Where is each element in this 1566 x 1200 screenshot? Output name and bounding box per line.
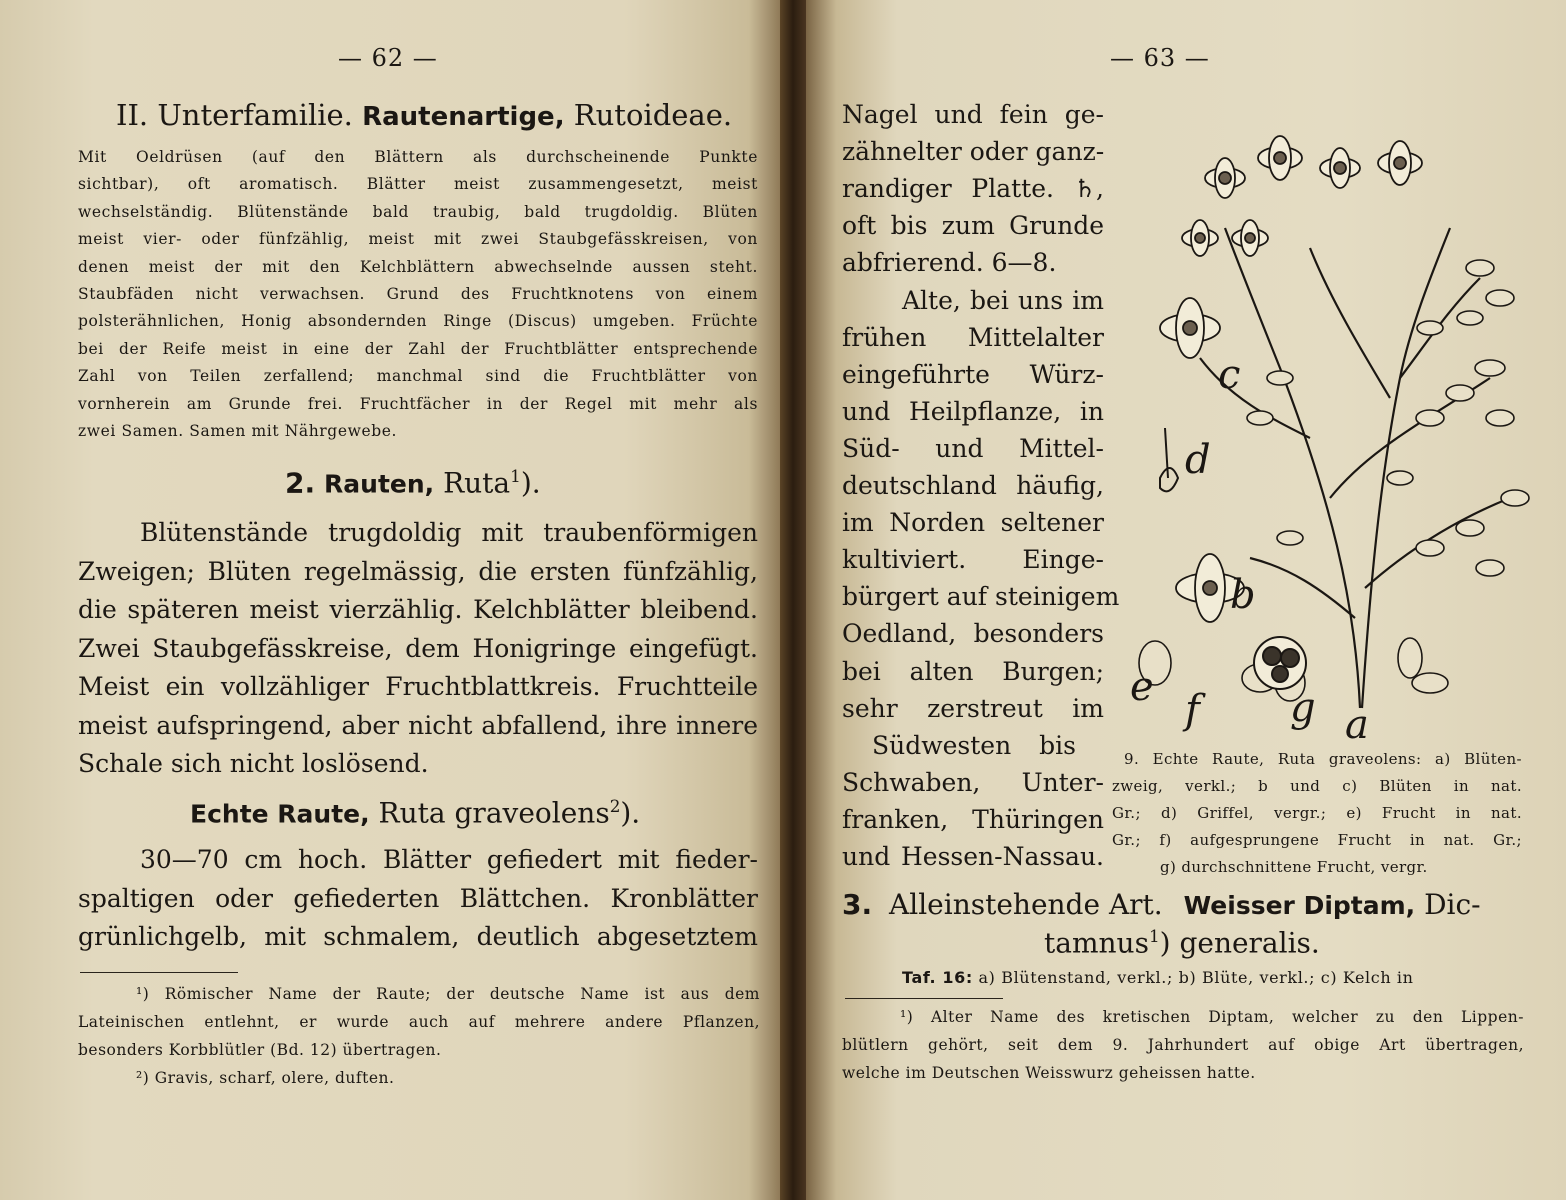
figure-label-b: b	[1230, 572, 1256, 618]
intro-line: meist vier- oder fünfzählig, meist mit zwei Staubgefässkreisen, von	[78, 230, 758, 249]
caption-line: Gr.; f) aufgesprungene Frucht in nat. Gr.;	[1112, 831, 1522, 849]
genus-line: Zwei Staubgefässkreise, dem Honigringe eingefügt.	[78, 633, 758, 663]
text-line: eingeführte Würz-	[842, 359, 1104, 389]
footnote-line: Lateinischen entlehnt, er wurde auch auf mehrere andere Pflanzen,	[78, 1013, 760, 1031]
page-number-63: — 63 —	[1110, 44, 1210, 72]
intro-line: Staubfäden nicht verwachsen. Grund des Fruchtknotens von einem	[78, 285, 758, 303]
species-line: 30—70 cm hoch. Blätter gefiedert mit fieder-	[140, 845, 758, 874]
genus-line: die späteren meist vierzählig. Kelchblätter bleibend.	[78, 595, 758, 624]
text-line: bürgert auf steinigem	[842, 582, 1120, 612]
footnote-rule-right	[845, 998, 1003, 999]
intro-line: zwei Samen. Samen mit Nährgewebe.	[78, 422, 398, 440]
footnote-line: ¹) Alter Name des kretischen Diptam, welcher zu den Lippen-	[900, 1008, 1524, 1026]
figure-label-g: g	[1290, 685, 1316, 731]
text-line: abfrierend. 6—8.	[842, 248, 1057, 278]
book-gutter	[780, 0, 806, 1200]
figure-label-a: a	[1345, 702, 1369, 743]
text-line: und Heilpflanze, in	[842, 396, 1104, 426]
text-line: Schwaben, Unter-	[842, 767, 1104, 797]
text-line: oft bis zum Grunde	[842, 211, 1104, 241]
intro-line: wechselständig. Blütenstände bald traubig, bald trugdoldig. Blüten	[78, 202, 758, 221]
figure-label-f: f	[1185, 687, 1200, 733]
text-line: Oedland, besonders	[842, 619, 1104, 649]
text-line: deutschland häufig,	[842, 471, 1104, 500]
genus-heading: 2. Rauten, Ruta$^1$).	[285, 466, 541, 500]
text-line: zähnelter oder ganz-	[842, 137, 1105, 167]
text-line: Südwesten bis	[872, 730, 1076, 760]
text-line: sehr zerstreut im	[842, 693, 1104, 723]
text-line: frühen Mittelalter	[842, 322, 1104, 352]
intro-line: Mit Oeldrüsen (auf den Blättern als durchscheinende Punkte	[78, 148, 758, 166]
text-line: franken, Thüringen	[842, 804, 1104, 834]
text-line: Süd- und Mittel-	[842, 433, 1104, 463]
text-line: im Norden seltener	[842, 508, 1104, 538]
genus-line: Zweigen; Blüten regelmässig, die ersten fünfzählig,	[78, 556, 758, 586]
subfamily-heading: II. Unterfamilie. Rautenartige, Rutoideae.	[116, 98, 733, 132]
section-3-heading: 3. Alleinstehende Art. Weisser Diptam, Dic-	[842, 888, 1481, 921]
text-line: kultiviert. Einge-	[842, 545, 1104, 575]
figure-label-d: d	[1185, 437, 1211, 483]
footnote-line: ²) Gravis, scharf, olere, duften.	[136, 1069, 395, 1087]
page-number-62: — 62 —	[338, 44, 438, 72]
caption-line: zweig, verkl.; b und c) Blüten in nat.	[1112, 777, 1522, 795]
genus-line: Schale sich nicht loslösend.	[78, 749, 429, 778]
intro-line: sichtbar), oft aromatisch. Blätter meist zusammengesetzt, meist	[78, 175, 758, 194]
caption-line: g) durchschnittene Frucht, vergr.	[1160, 858, 1428, 876]
species-heading: Echte Raute, Ruta graveolens$^2$).	[190, 796, 641, 830]
ruta-graveolens-illustration	[1130, 118, 1530, 743]
intro-line: vornherein am Grunde frei. Fruchtfächer in der Regel mit mehr als	[78, 394, 758, 413]
footnote-rule	[80, 972, 238, 973]
caption-line: 9. Echte Raute, Ruta graveolens: a) Blüten-	[1124, 750, 1522, 768]
section-3-heading-line2: tamnus$^1$) generalis.	[1044, 926, 1320, 960]
genus-line: Blütenstände trugdoldig mit traubenförmigen	[140, 518, 758, 547]
caption-line: Gr.; d) Griffel, vergr.; e) Frucht in nat.	[1112, 804, 1522, 822]
intro-line: Zahl von Teilen zerfallend; manchmal sind die Fruchtblätter von	[78, 367, 758, 386]
figure-label-c: c	[1218, 352, 1241, 398]
footnote-line: besonders Korbblütler (Bd. 12) übertragen.	[78, 1041, 442, 1059]
intro-line: polsterähnlichen, Honig absondernden Ringe (Discus) umgeben. Früchte	[78, 312, 758, 331]
text-line: und Hessen-Nassau.	[842, 842, 1104, 871]
species-line: grünlichgelb, mit schmalem, deutlich abgesetztem	[78, 922, 758, 951]
text-line: bei alten Burgen;	[842, 656, 1104, 686]
text-line: Nagel und fein ge-	[842, 100, 1104, 129]
genus-line: Meist ein vollzähliger Fruchtblattkreis. Fruchtteile	[78, 672, 758, 701]
intro-line: bei der Reife meist in eine der Zahl der Fruchtblätter entsprechende	[78, 339, 758, 358]
footnote-line: ¹) Römischer Name der Raute; der deutsche Name ist aus dem	[136, 985, 760, 1003]
genus-line: meist aufspringend, aber nicht abfallend, ihre innere	[78, 710, 758, 740]
species-line: spaltigen oder gefiederten Blättchen. Kronblätter	[78, 883, 758, 913]
text-line: randiger Platte. ♄,	[842, 174, 1104, 204]
intro-line: denen meist der mit den Kelchblättern abwechselnde aussen steht.	[78, 257, 758, 276]
footnote-line: blütlern gehört, seit dem 9. Jahrhundert auf obige Art übertragen,	[842, 1036, 1524, 1054]
text-line: Alte, bei uns im	[902, 285, 1104, 315]
figure-label-e: e	[1130, 664, 1154, 710]
plate-reference: Taf. 16: a) Blütenstand, verkl.; b) Blüte, verkl.; c) Kelch in	[902, 968, 1414, 987]
footnote-line: welche im Deutschen Weisswurz geheissen hatte.	[842, 1064, 1256, 1082]
